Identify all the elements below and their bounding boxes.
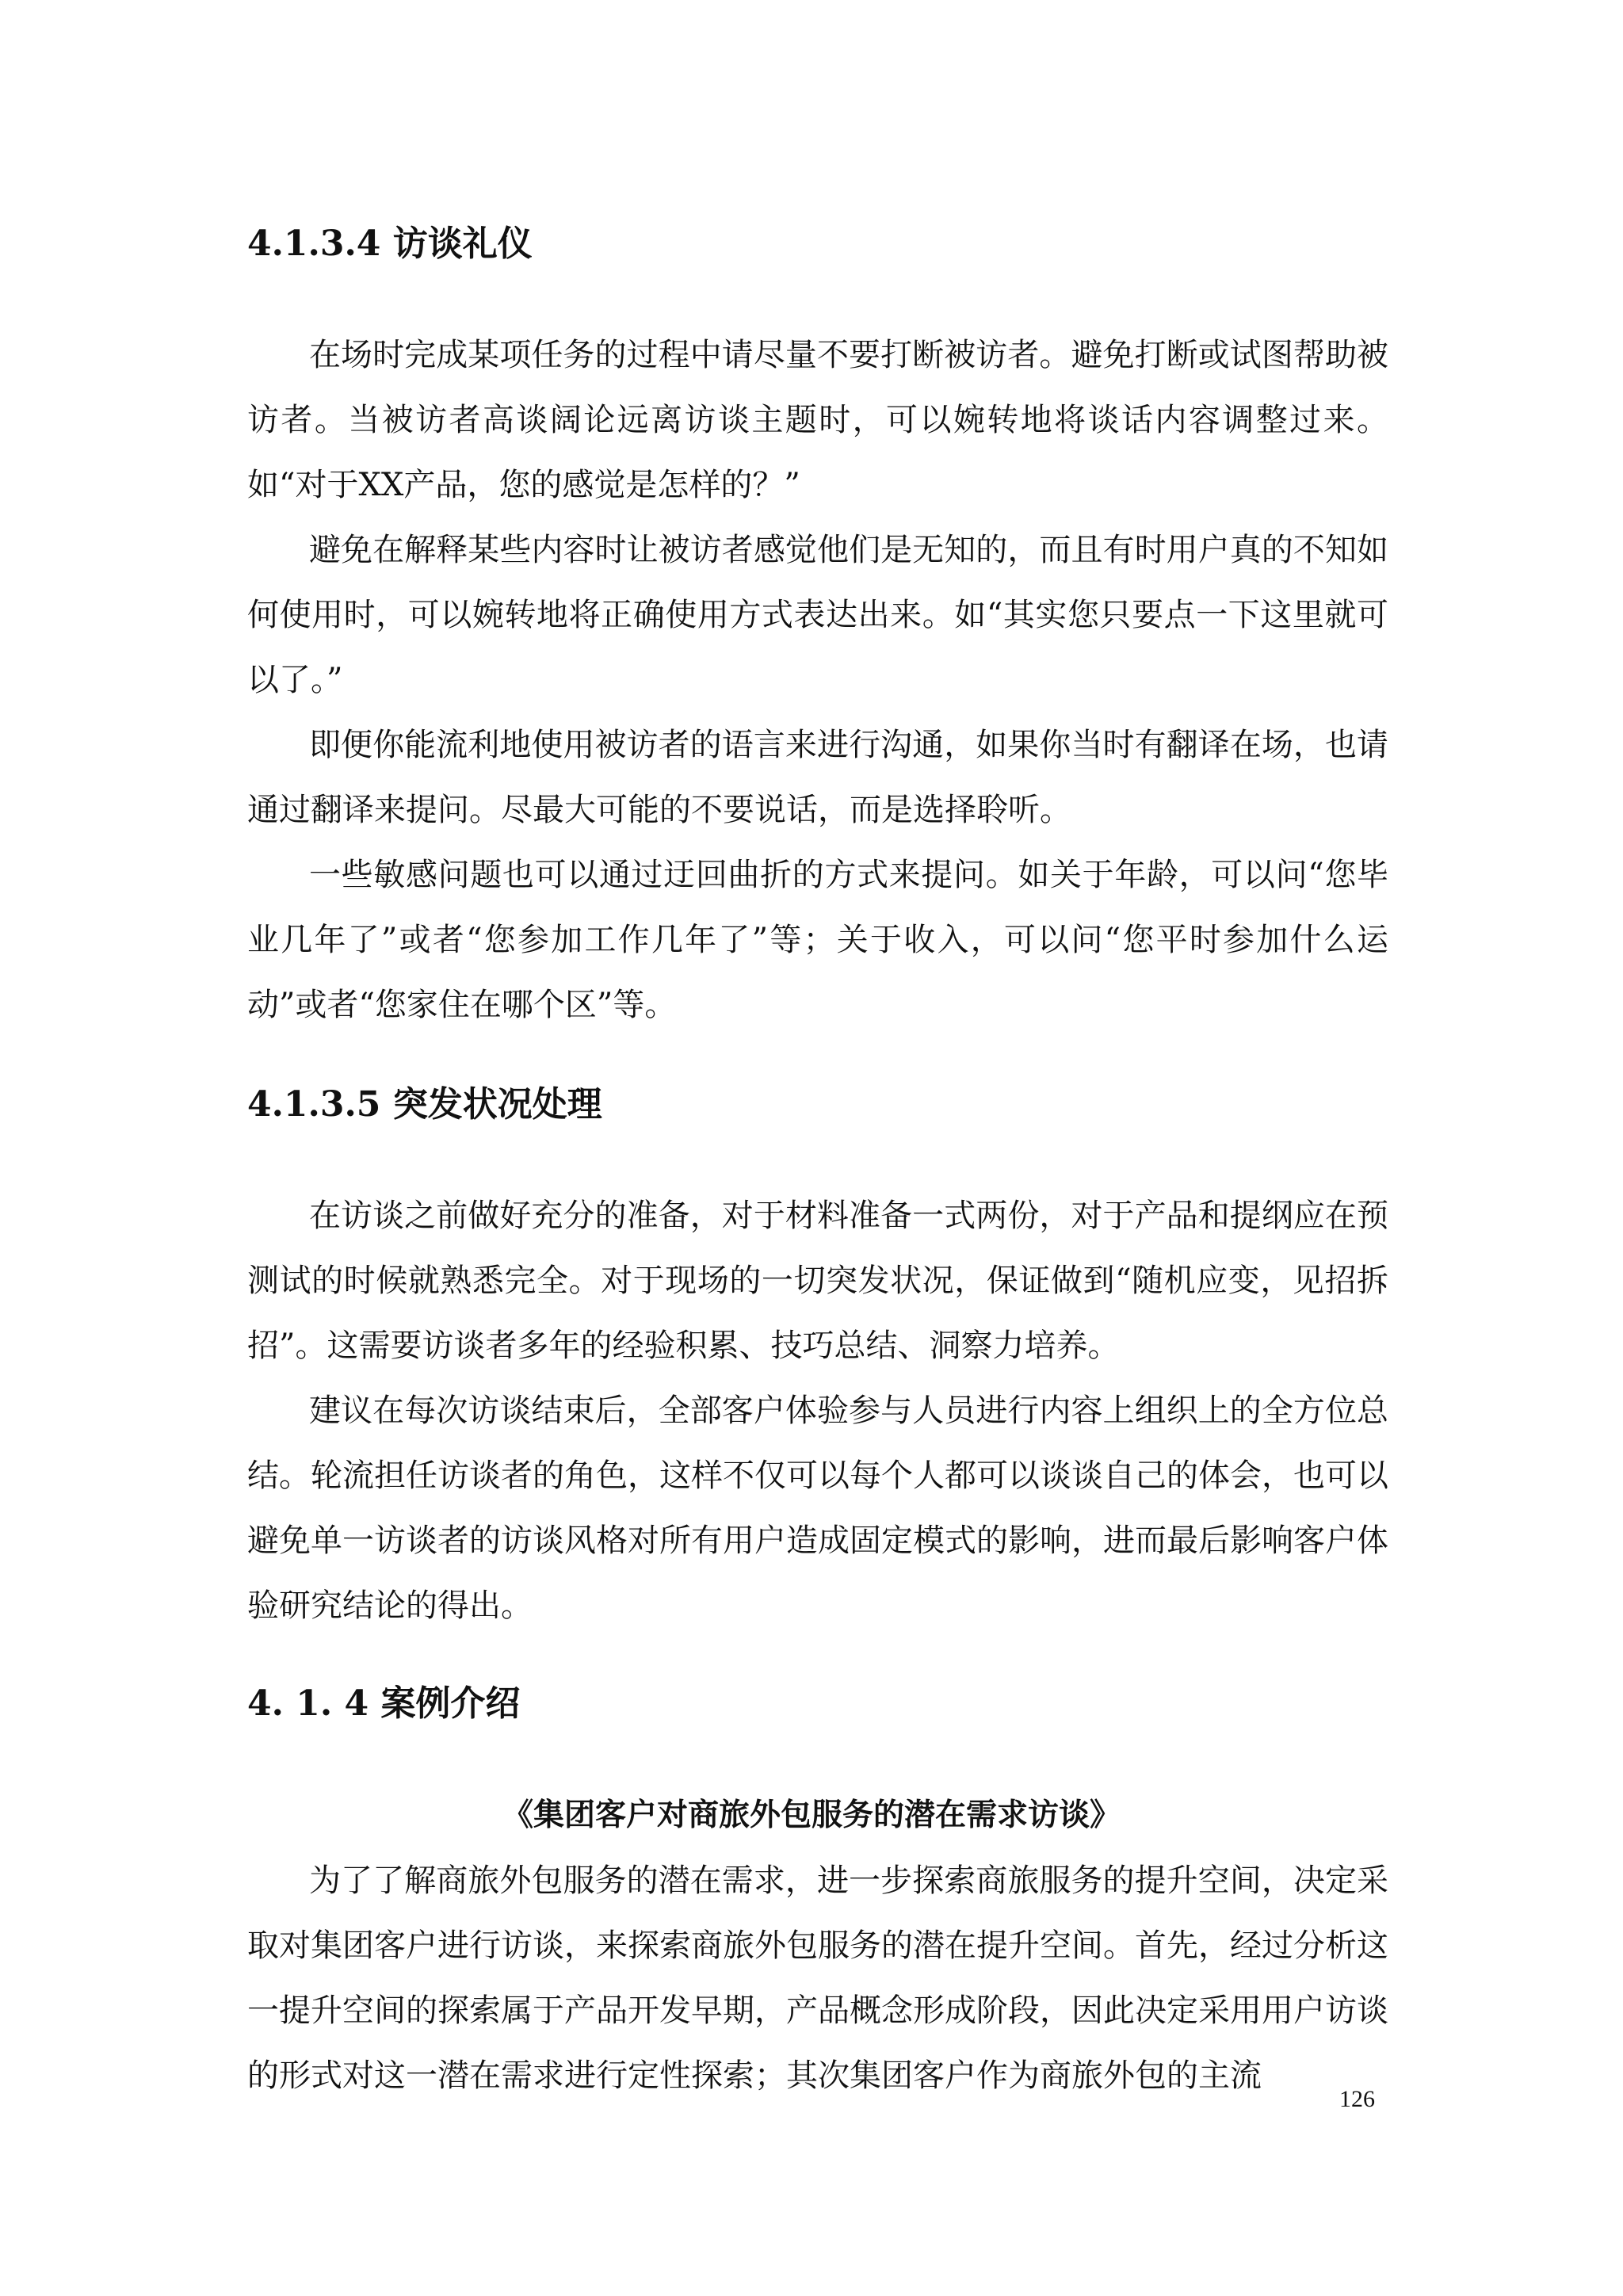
- paragraph-interview-etiquette-1: 在场时完成某项任务的过程中请尽量不要打断被访者。避免打断或试图帮助被访者。当被访者高谈阔论远离访谈主题时，可以婉转地将谈话内容调整过来。如“对于XX产品，您的感觉是怎样的？”: [247, 337, 1388, 503]
- paragraph-emergency-1: 在访谈之前做好充分的准备，对于材料准备一式两份，对于产品和提纲应在预测试的时候就熟悉完全。对于现场的一切突发状况，保证做到“随机应变，见招拆招”。这需要访谈者多年的经验积累、技巧总结、洞察力培养。: [247, 1198, 1388, 1364]
- paragraph-interview-etiquette-2: 避免在解释某些内容时让被访者感觉他们是无知的，而且有时用户真的不知如何使用时，可以婉转地将正确使用方式表达出来。如“其实您只要点一下这里就可以了。”: [247, 532, 1388, 698]
- paragraph-interview-etiquette-3: 即便你能流利地使用被访者的语言来进行沟通，如果你当时有翻译在场，也请通过翻译来提问。尽最大可能的不要说话，而是选择聆听。: [247, 727, 1388, 828]
- paragraph-case-intro: 为了了解商旅外包服务的潜在需求，进一步探索商旅服务的提升空间，决定采取对集团客户进行访谈，来探索商旅外包服务的潜在提升空间。首先，经过分析这一提升空间的探索属于产品开发早期，产品概念形成阶段，因此决定采用用户访谈的形式对这一潜在需求进行定性探索；其次集团客户作为商旅外包的主流: [247, 1862, 1388, 2094]
- section-heading-414: 4. 1. 4 案例介绍: [247, 1683, 521, 1724]
- paragraph-interview-etiquette-4: 一些敏感问题也可以通过迂回曲折的方式来提问。如关于年龄，可以问“您毕业几年了”或者“您参加工作几年了”等；关于收入，可以问“您平时参加什么运动”或者“您家住在哪个区”等。: [247, 857, 1388, 1023]
- paragraph-emergency-2: 建议在每次访谈结束后，全部客户体验参与人员进行内容上组织上的全方位总结。轮流担任访谈者的角色，这样不仅可以每个人都可以谈谈自己的体会，也可以避免单一访谈者的访谈风格对所有用户造成固定模式的影响，进而最后影响客户体验研究结论的得出。: [247, 1392, 1388, 1624]
- section-heading-4134: 4.1.3.4 访谈礼仪: [247, 223, 533, 264]
- case-title: 《集团客户对商旅外包服务的潜在需求访谈》: [502, 1797, 1121, 1833]
- section-heading-4135: 4.1.3.5 突发状况处理: [247, 1084, 602, 1125]
- page-number: 126: [1339, 2086, 1375, 2112]
